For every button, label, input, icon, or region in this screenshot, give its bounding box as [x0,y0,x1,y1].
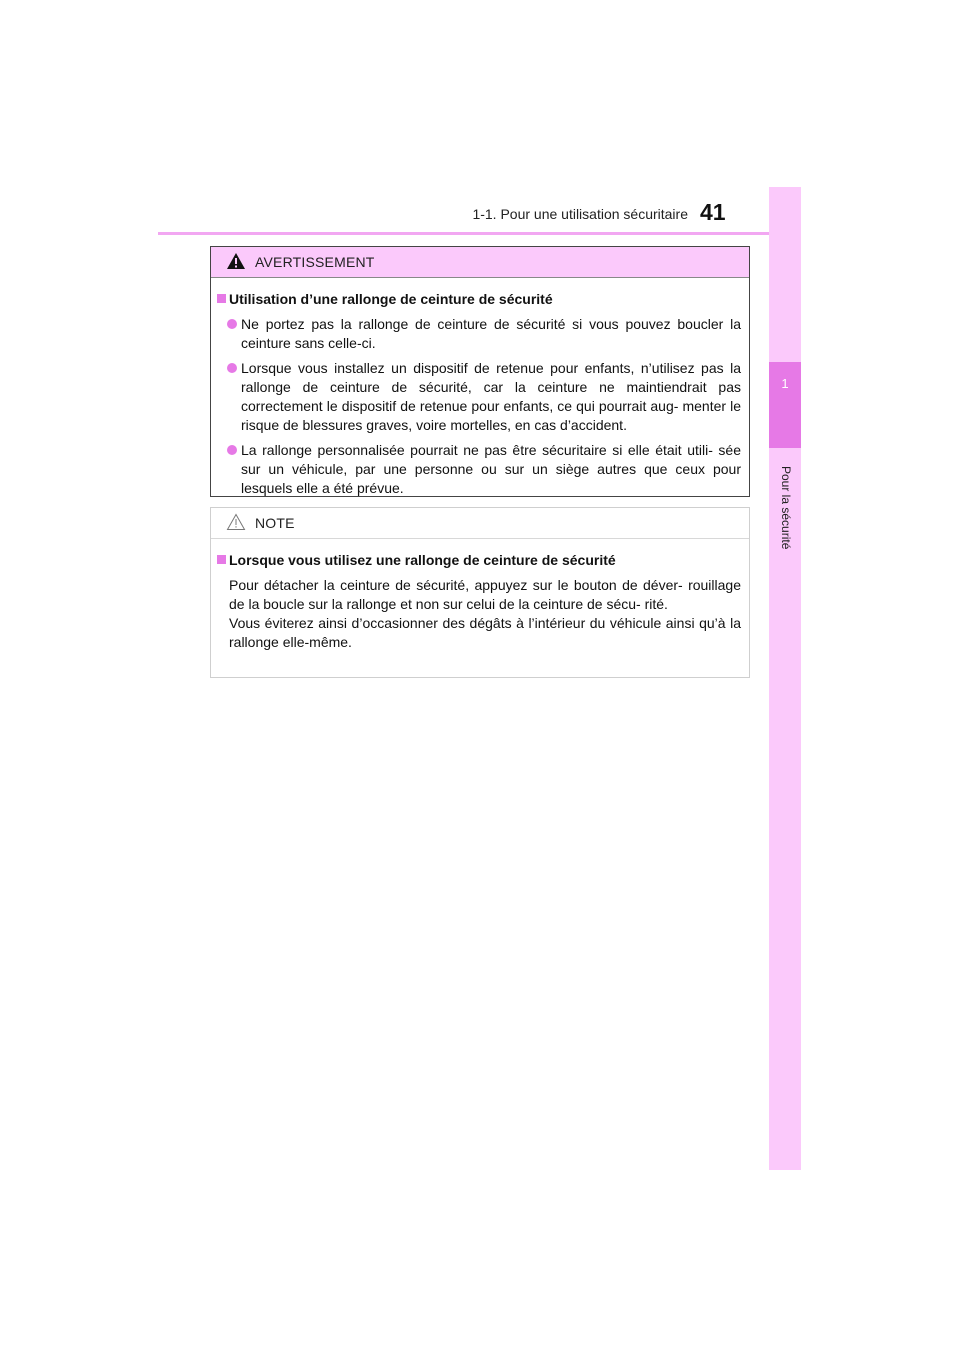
warning-heading [217,290,741,309]
warning-heading-text: Utilisation d’une rallonge de ceinture de sécurité [229,291,553,307]
note-paragraph: Vous éviterez ainsi d’occasionner des dégâts à l’intérieur du véhicule ainsi qu’à la rallonge elle-même. [229,615,741,650]
header-rule [158,232,800,235]
warning-triangle-icon [226,252,246,270]
caution-outline-triangle-icon [226,513,246,531]
square-bullet-icon [217,294,226,303]
note-heading [217,551,741,570]
note-box-header [211,508,749,539]
warning-box-header [211,247,749,278]
warning-item [217,359,741,435]
warning-item-text: La rallonge personnalisée pourrait ne pas être sécuritaire si elle était utili- sée sur un véhicule, par une personne ou sur un siège autres que ceux pour lesquels elle a été prévue. [241,442,741,496]
note-paragraph: Pour détacher la ceinture de sécurité, appuyez sur le bouton de déver- rouillage de la boucle sur la rallonge et non sur celui de la ceinture de sécu- rité. [229,577,741,612]
warning-item-text: Ne portez pas la rallonge de ceinture de sécurité si vous pouvez boucler la ceinture sans celle-ci. [241,316,741,351]
chapter-number: 1 [781,376,789,391]
warning-item [217,441,741,498]
square-bullet-icon [217,555,226,564]
chapter-side-strip [769,187,801,1170]
chapter-label: Pour la sécurité [779,466,793,550]
round-bullet-icon [227,319,237,329]
note-heading-text: Lorsque vous utilisez une rallonge de ceinture de sécurité [229,552,616,568]
note-label: NOTE [255,515,295,531]
warning-box [210,246,750,497]
round-bullet-icon [227,445,237,455]
page-number: 41 [700,199,726,225]
chapter-number-tab [769,362,801,448]
note-box [210,507,750,678]
warning-item [217,315,741,353]
warning-item-text: Lorsque vous installez un dispositif de retenue pour enfants, n’utilisez pas la rallonge de ceinture de sécurité, car la ceinture ne maintiendrait pas correctement le dispositif de retenue pour enfants, ce qui pourrait aug- menter le risque de blessures graves, voire mortelles, en cas d’accident. [241,360,741,433]
warning-label: AVERTISSEMENT [255,254,375,270]
round-bullet-icon [227,363,237,373]
running-header-title: 1-1. Pour une utilisation sécuritaire [472,206,688,222]
